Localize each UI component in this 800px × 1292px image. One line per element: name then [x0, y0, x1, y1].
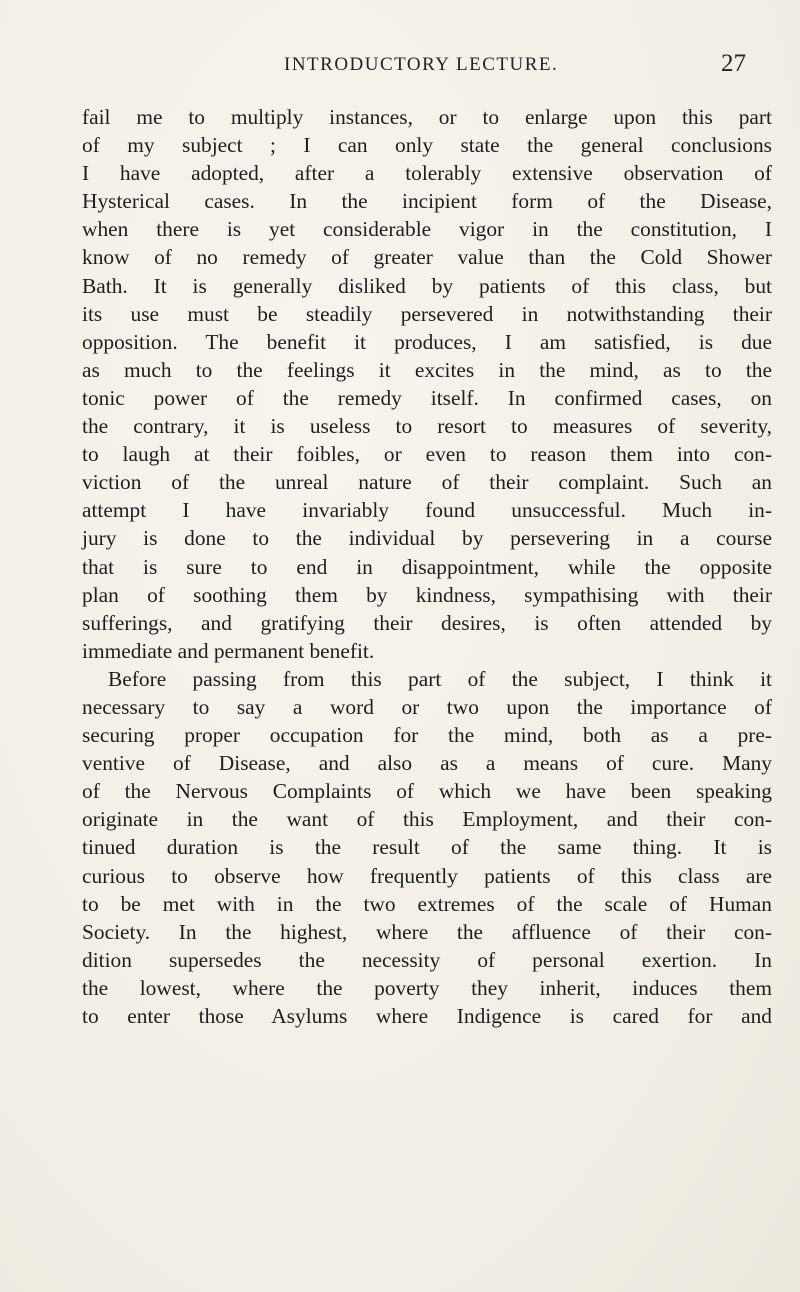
text-line: viction of the unreal nature of their complaint. Such an [82, 470, 772, 495]
text-line: Hysterical cases. In the incipient form of the Disease, [82, 189, 772, 214]
text-line: tinued duration is the result of the same thing. It is [82, 835, 772, 860]
text-line: originate in the want of this Employment, and their con- [82, 807, 772, 832]
text-line: know of no remedy of greater value than the Cold Shower [82, 245, 772, 270]
text-line: that is sure to end in disappointment, while the opposite [82, 554, 772, 579]
text-line: plan of soothing them by kindness, sympathising with their [82, 582, 772, 607]
text-line: jury is done to the individual by persevering in a course [82, 526, 772, 551]
text-line: necessary to say a word or two upon the importance of [82, 694, 772, 719]
text-line: fail me to multiply instances, or to enlarge upon this part [82, 105, 772, 129]
text-line: of my subject ; I can only state the general conclusions [82, 133, 772, 158]
body-text [82, 103, 772, 1030]
text-line: when there is yet considerable vigor in the constitution, I [82, 217, 772, 242]
text-line: attempt I have invariably found unsuccessful. Much in- [82, 498, 772, 523]
text-line: its use must be steadily persevered in notwithstanding their [82, 301, 772, 326]
paragraph-1 [82, 103, 772, 665]
text-line: sufferings, and gratifying their desires, is often attended by [82, 610, 772, 635]
text-line: the contrary, it is useless to resort to measures of severity, [82, 414, 772, 439]
text-line: Society. In the highest, where the affluence of their con- [82, 919, 772, 944]
text-line: to enter those Asylums where Indigence is cared for and [82, 1004, 772, 1028]
text-line: ventive of Disease, and also as a means of cure. Many [82, 751, 772, 776]
text-line: opposition. The benefit it produces, I am satisfied, is due [82, 329, 772, 354]
text-line: to laugh at their foibles, or even to reason them into con- [82, 442, 772, 467]
text-line: Bath. It is generally disliked by patients of this class, but [82, 273, 772, 298]
text-line: securing proper occupation for the mind, both as a pre- [82, 723, 772, 748]
text-line: to be met with in the two extremes of the scale of Human [82, 891, 772, 916]
text-line: dition supersedes the necessity of personal exertion. In [82, 947, 772, 972]
text-line: as much to the feelings it excites in the mind, as to the [82, 357, 772, 382]
page-number: 27 [721, 50, 746, 77]
running-title: INTRODUCTORY LECTURE. [284, 54, 559, 75]
text-line: Before passing from this part of the subject, I think it [108, 666, 772, 691]
text-line: curious to observe how frequently patients of this class are [82, 863, 772, 888]
text-line: the lowest, where the poverty they inherit, induces them [82, 975, 772, 1000]
text-line: immediate and permanent benefit. [82, 638, 375, 663]
paragraph-2 [82, 665, 772, 1030]
text-line: I have adopted, after a tolerably extensive observation of [82, 161, 772, 186]
text-line: tonic power of the remedy itself. In confirmed cases, on [82, 385, 772, 410]
text-line: of the Nervous Complaints of which we have been speaking [82, 779, 772, 804]
